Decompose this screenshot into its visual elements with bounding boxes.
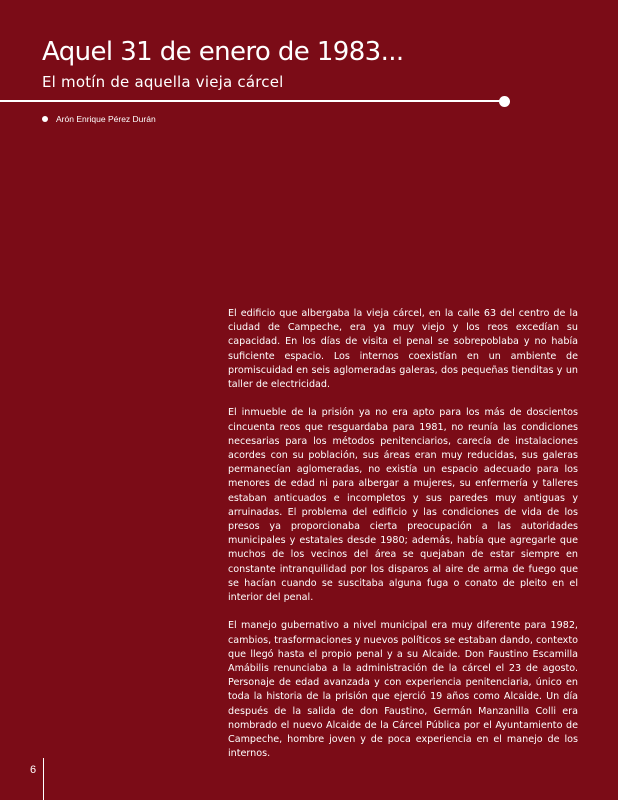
article-subtitle: El motín de aquella vieja cárcel	[42, 73, 284, 91]
article-body	[228, 307, 578, 776]
byline	[42, 113, 156, 125]
article-paragraph: El edificio que albergaba la vieja cárcel, en la calle 63 del centro de la ciudad de Campeche, era ya muy viejo y los reos excedían su capacidad. En los días de visita el penal se sobrepoblaba y no había suficiente espacio. Los internos coexistían en un ambiente de promiscuidad en seis aglomeradas galeras, dos pequeñas tienditas y un taller de electricidad.	[228, 308, 578, 391]
page-number-rule	[43, 758, 44, 800]
bullet-icon	[42, 116, 48, 122]
author-name: Arón Enrique Pérez Durán	[56, 114, 156, 124]
divider-end-dot	[499, 96, 510, 107]
article-paragraph: El manejo gubernativo a nivel municipal era muy diferente para 1982, cambios, trasformaciones y nuevos políticos se estaban dando, contexto que llegó hasta el propio penal y a su Alcaide. Don Faustino Escamilla Amábilis renunciaba a la administración de la cárcel el 23 de agosto. Personaje de edad avanzada y con experiencia penitenciaria, único en toda la historia de la prisión que ejerció 19 años como Alcaide. Un día después de la salida de don Faustino, Germán Manzanilla Colli era nombrado el nuevo Alcaide de la Cárcel Pública por el Ayuntamiento de Campeche, hombre joven y de poca experiencia en el manejo de los internos.	[228, 620, 578, 760]
article-paragraph: El inmueble de la prisión ya no era apto para los más de doscientos cincuenta reos que resguardaba para 1981, no reunía las condiciones necesarias para los métodos penitenciarios, carecía de instalaciones acordes con su población, sus áreas eran muy reducidas, sus galeras permanecían aglomeradas, no existía un espacio adecuado para los menores de edad ni para albergar a mujeres, su enfermería y talleres estaban anticuados e incompletos y sus paredes muy antiguas y arruinadas. El problema del edificio y las condiciones de vida de los presos ya proporcionaba cierta preocupación a las autoridades municipales y estatales desde 1980; además, había que agregarle que muchos de los vecinos del área se quejaban de estar siempre en constante intranquilidad por los disparos al aire de arma de fuego que se hacían cuando se suscitaba alguna fuga o conato de pleito en el interior del penal.	[228, 407, 578, 604]
page-number: 6	[30, 764, 37, 776]
title-divider	[0, 100, 504, 102]
article-title: Aquel 31 de enero de 1983...	[42, 37, 404, 67]
